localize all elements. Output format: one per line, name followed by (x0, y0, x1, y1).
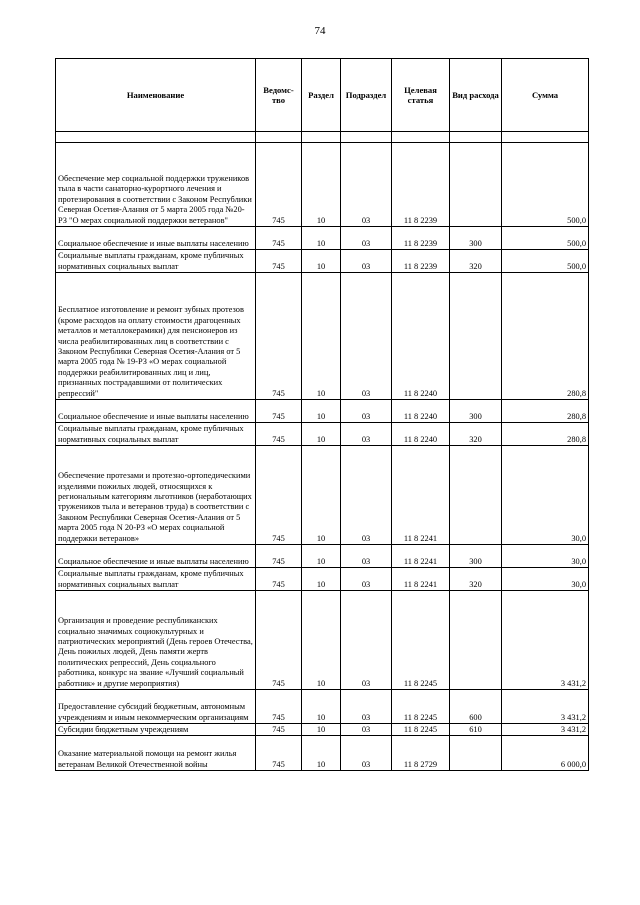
row-amount-cell: 3 431,2 (502, 591, 589, 690)
table-row (56, 690, 589, 724)
row-amount-cell: 3 431,2 (502, 690, 589, 724)
row-name-cell: Социальное обеспечение и иные выплаты населению (56, 545, 256, 568)
row-amount-cell: 30,0 (502, 545, 589, 568)
header-name: Наименование (56, 59, 256, 132)
row-article-cell: 11 8 2240 (392, 400, 450, 423)
row-name-cell: Бесплатное изготовление и ремонт зубных протезов (кроме расходов на оплату стоимости драгоценных металлов и металлокерамики) для пенсионеров из числа реабилитированных лиц в соответствии с Законом Республики Северная Осетия-Алания от 5 марта 2005 года № 19-РЗ «О мерах социальной поддержки реабилитированных лиц и лиц, признанных пострадавшими от политических репрессий" (56, 273, 256, 400)
spacer-row (56, 132, 589, 143)
row-expense-type-cell: 320 (450, 250, 502, 273)
header-expense-type: Вид расхода (450, 59, 502, 132)
row-article-cell: 11 8 2245 (392, 724, 450, 736)
row-section-cell: 10 (302, 250, 341, 273)
row-article-cell: 11 8 2239 (392, 143, 450, 227)
row-subsection-cell: 03 (341, 250, 392, 273)
row-department-cell: 745 (256, 400, 302, 423)
row-section-cell: 10 (302, 690, 341, 724)
row-article-cell: 11 8 2245 (392, 591, 450, 690)
row-name-cell: Предоставление субсидий бюджетным, автономным учреждениям и иным некоммерческим организациям (56, 690, 256, 724)
row-department-cell: 745 (256, 446, 302, 545)
row-subsection-cell: 03 (341, 591, 392, 690)
table-row (56, 423, 589, 446)
row-section-cell: 10 (302, 423, 341, 446)
row-subsection-cell: 03 (341, 736, 392, 771)
row-department-cell: 745 (256, 545, 302, 568)
row-section-cell: 10 (302, 545, 341, 568)
row-amount-cell: 30,0 (502, 446, 589, 545)
row-amount-cell: 280,8 (502, 423, 589, 446)
table-row (56, 250, 589, 273)
row-name-cell: Оказание материальной помощи на ремонт жилья ветеранам Великой Отечественной войны (56, 736, 256, 771)
row-amount-cell: 500,0 (502, 250, 589, 273)
row-name-cell: Обеспечение протезами и протезно-ортопедическими изделиями пожилых людей, относящихся к региональным категориям льготников (неработающих тружеников тыла и ветеранов труда) в соответствии с Законом Республики Северная Осетия-Алания от 5 марта 2005 года N 20-РЗ «О мерах социальной поддержки ветеранов» (56, 446, 256, 545)
table-row (56, 446, 589, 545)
row-amount-cell: 3 431,2 (502, 724, 589, 736)
row-section-cell: 10 (302, 591, 341, 690)
budget-table (55, 58, 589, 771)
row-department-cell: 745 (256, 736, 302, 771)
row-section-cell: 10 (302, 400, 341, 423)
row-section-cell: 10 (302, 568, 341, 591)
row-expense-type-cell (450, 273, 502, 400)
row-name-cell: Социальные выплаты гражданам, кроме публичных нормативных социальных выплат (56, 250, 256, 273)
table-row (56, 400, 589, 423)
row-name-cell: Организация и проведение республиканских социально значимых социокультурных и патриотических мероприятий (День героев Отечества, День пожилых людей, День памяти жертв политических репрессий, День социального работника, конкурс на звание «Лучший социальный работник» и другие мероприятия) (56, 591, 256, 690)
row-amount-cell: 500,0 (502, 143, 589, 227)
header-section: Раздел (302, 59, 341, 132)
row-expense-type-cell (450, 736, 502, 771)
row-department-cell: 745 (256, 591, 302, 690)
row-article-cell: 11 8 2241 (392, 446, 450, 545)
row-section-cell: 10 (302, 273, 341, 400)
row-expense-type-cell (450, 143, 502, 227)
table-row (56, 591, 589, 690)
table-row (56, 568, 589, 591)
row-article-cell: 11 8 2245 (392, 690, 450, 724)
row-expense-type-cell: 320 (450, 568, 502, 591)
row-department-cell: 745 (256, 227, 302, 250)
row-department-cell: 745 (256, 568, 302, 591)
row-name-cell: Обеспечение мер социальной поддержки тружеников тыла в части санаторно-курортного лечения и протезирования в соответствии с Законом Республики Северная Осетия-Алания от 5 марта 2005 года №20-РЗ "О мерах социальной поддержки ветеранов" (56, 143, 256, 227)
row-article-cell: 11 8 2240 (392, 273, 450, 400)
row-section-cell: 10 (302, 736, 341, 771)
header-subsection: Подраздел (341, 59, 392, 132)
row-expense-type-cell (450, 591, 502, 690)
row-subsection-cell: 03 (341, 400, 392, 423)
row-name-cell: Социальные выплаты гражданам, кроме публичных нормативных социальных выплат (56, 568, 256, 591)
row-article-cell: 11 8 2241 (392, 545, 450, 568)
page-number: 74 (314, 25, 326, 37)
spacer-cell (256, 132, 302, 143)
row-article-cell: 11 8 2239 (392, 250, 450, 273)
table-row (56, 724, 589, 736)
row-department-cell: 745 (256, 724, 302, 736)
spacer-cell (341, 132, 392, 143)
row-expense-type-cell: 300 (450, 227, 502, 250)
row-department-cell: 745 (256, 690, 302, 724)
row-subsection-cell: 03 (341, 143, 392, 227)
row-department-cell: 745 (256, 250, 302, 273)
row-amount-cell: 6 000,0 (502, 736, 589, 771)
spacer-cell (302, 132, 341, 143)
row-expense-type-cell (450, 446, 502, 545)
row-name-cell: Социальные выплаты гражданам, кроме публичных нормативных социальных выплат (56, 423, 256, 446)
row-section-cell: 10 (302, 143, 341, 227)
row-amount-cell: 500,0 (502, 227, 589, 250)
row-subsection-cell: 03 (341, 545, 392, 568)
header-article: Целевая статья (392, 59, 450, 132)
row-subsection-cell: 03 (341, 446, 392, 545)
row-name-cell: Социальное обеспечение и иные выплаты населению (56, 400, 256, 423)
row-section-cell: 10 (302, 227, 341, 250)
row-department-cell: 745 (256, 423, 302, 446)
table-row (56, 545, 589, 568)
row-amount-cell: 280,8 (502, 400, 589, 423)
table-row (56, 227, 589, 250)
header-department: Ведомс-тво (256, 59, 302, 132)
row-department-cell: 745 (256, 273, 302, 400)
row-article-cell: 11 8 2239 (392, 227, 450, 250)
row-name-cell: Социальное обеспечение и иные выплаты населению (56, 227, 256, 250)
row-subsection-cell: 03 (341, 724, 392, 736)
spacer-cell (502, 132, 589, 143)
row-subsection-cell: 03 (341, 690, 392, 724)
table-header-row (56, 59, 589, 132)
row-subsection-cell: 03 (341, 273, 392, 400)
row-expense-type-cell: 600 (450, 690, 502, 724)
row-subsection-cell: 03 (341, 568, 392, 591)
row-amount-cell: 30,0 (502, 568, 589, 591)
spacer-cell (56, 132, 256, 143)
row-expense-type-cell: 610 (450, 724, 502, 736)
spacer-cell (392, 132, 450, 143)
row-section-cell: 10 (302, 724, 341, 736)
table-row (56, 736, 589, 771)
row-expense-type-cell: 300 (450, 545, 502, 568)
table-row (56, 143, 589, 227)
row-name-cell: Субсидии бюджетным учреждениям (56, 724, 256, 736)
row-article-cell: 11 8 2241 (392, 568, 450, 591)
row-amount-cell: 280,8 (502, 273, 589, 400)
row-subsection-cell: 03 (341, 423, 392, 446)
row-department-cell: 745 (256, 143, 302, 227)
row-section-cell: 10 (302, 446, 341, 545)
row-article-cell: 11 8 2240 (392, 423, 450, 446)
row-expense-type-cell: 300 (450, 400, 502, 423)
spacer-cell (450, 132, 502, 143)
table-row (56, 273, 589, 400)
header-amount: Сумма (502, 59, 589, 132)
row-expense-type-cell: 320 (450, 423, 502, 446)
row-subsection-cell: 03 (341, 227, 392, 250)
row-article-cell: 11 8 2729 (392, 736, 450, 771)
